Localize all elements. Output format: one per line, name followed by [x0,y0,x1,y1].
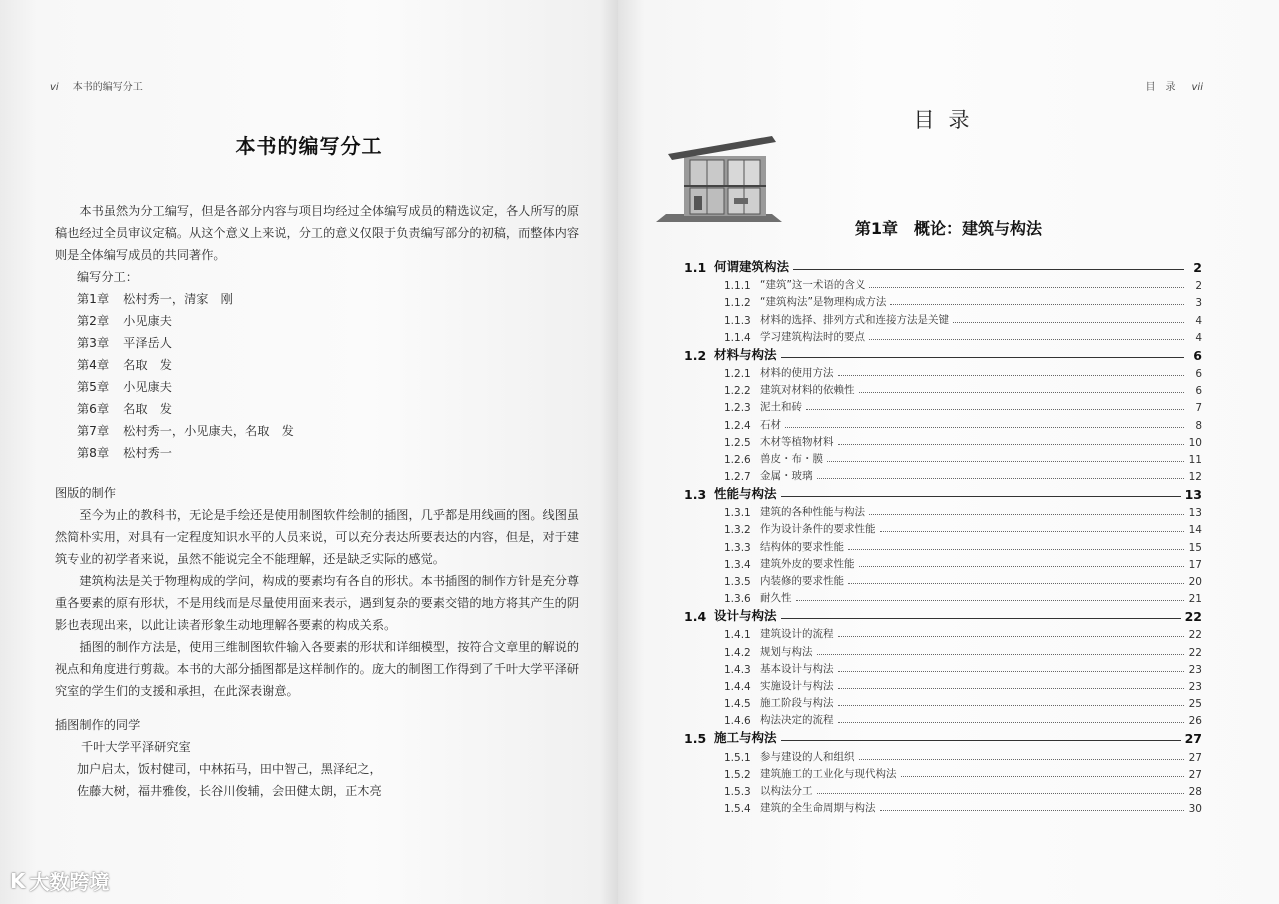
toc-page-number: 23 [1188,663,1202,676]
toc-subsection-title: 施工阶段与构法 [760,697,834,710]
toc-subsection-number: 1.4.3 [724,663,751,676]
table-of-contents [684,256,1202,815]
toc-page-number: 7 [1195,402,1202,415]
toc-subsection-number: 1.4.5 [724,698,751,711]
toc-subsection-number: 1.5.2 [724,768,751,781]
toc-subsection-number: 1.3.1 [724,507,751,520]
toc-subsection-row [684,466,1202,483]
credits-names-line: 加户启太，饭村健司，中林拓马，田中智己，黑泽纪之， [77,762,382,776]
division-item [55,310,580,332]
toc-leader [869,514,1184,515]
toc-subsection-row [684,781,1202,798]
toc-leader [890,304,1184,305]
watermark-logo-icon: K [10,868,26,893]
division-chapter: 第4章 [77,358,110,372]
toc-subsection-row [684,676,1202,693]
toc-leader [785,427,1184,428]
division-chapter: 第8章 [77,446,110,460]
toc-leader [869,287,1184,288]
division-chapter: 第2章 [77,314,110,328]
toc-subsection-row [684,519,1202,536]
toc-leader [838,636,1185,637]
left-page-number: vi [50,82,59,93]
toc-page-number: 20 [1188,576,1202,588]
toc-leader [859,566,1185,567]
toc-leader [781,357,1184,358]
toc-leader [817,478,1185,479]
toc-subsection-number: 1.1.4 [724,331,751,344]
toc-page-number: 8 [1195,419,1202,432]
toc-leader [859,392,1185,393]
division-chapter: 第3章 [77,336,110,350]
toc-subsection-title: 结构体的要求性能 [760,540,844,553]
credits-heading: 插图制作的同学 [55,718,141,732]
toc-subsection-title: 基本设计与构法 [760,662,834,675]
toc-section-title: 材料与构法 [714,346,777,362]
toc-page-number: 3 [1195,297,1202,310]
division-item [55,442,580,464]
toc-subsection-number: 1.2.1 [724,367,751,380]
toc-subsection-title: 泥土和砖 [760,401,802,414]
toc-leader [859,759,1185,760]
toc-subsection-number: 1.2.3 [724,402,751,415]
toc-page-number: 27 [1184,731,1202,747]
toc-subsection-title: 参与建设的人和组织 [760,750,855,763]
toc-subsection-number: 1.4.2 [724,646,751,659]
toc-subsection-number: 1.4.4 [724,680,751,693]
toc-subsection-number: 1.3.2 [724,524,751,537]
toc-subsection-row [684,363,1202,380]
credits-section [55,714,580,802]
toc-page-number: 2 [1195,280,1202,293]
toc-subsection-row [684,327,1202,344]
toc-subsection-row [684,659,1202,676]
division-chapter: 第7章 [77,424,110,438]
toc-leader [848,583,1184,584]
toc-section-row [684,256,1202,275]
toc-section-row [684,344,1202,363]
division-authors: 松村秀一，清家 刚 [123,292,233,306]
toc-page-number: 17 [1188,558,1202,571]
division-item [55,288,580,310]
division-item [55,332,580,354]
toc-subsection-row [684,641,1202,658]
division-authors: 名取 发 [123,358,172,372]
toc-leader [880,810,1185,811]
toc-subsection-number: 1.2.4 [724,419,751,432]
chapter-title: 第1章 概论：建筑与构法 [854,219,1043,238]
toc-page-number: 26 [1188,715,1202,728]
toc-leader [838,444,1185,445]
division-authors: 松村秀一 [123,446,172,460]
credits-lab: 千叶大学平泽研究室 [81,740,191,754]
toc-leader [838,688,1185,689]
toc-subsection-title: 作为设计条件的要求性能 [760,523,876,536]
toc-page-number: 22 [1188,646,1202,659]
toc-subsection-number: 1.2.2 [724,385,751,398]
toc-subsection-number: 1.4.1 [724,629,751,642]
toc-page-number: 22 [1188,629,1202,642]
toc-subsection-number: 1.1.1 [724,280,751,293]
right-running-head-text: 目 录 [1145,82,1176,93]
toc-leader [838,375,1185,376]
toc-page-number: 4 [1195,314,1202,327]
toc-page-number: 27 [1188,751,1202,764]
toc-section-title: 施工与构法 [714,730,777,746]
toc-subsection-row [684,380,1202,397]
toc-subsection-number: 1.3.6 [724,593,751,606]
toc-title: 目录 [913,108,984,132]
toc-subsection-title: 建筑对材料的依赖性 [760,384,855,397]
toc-subsection-row [684,275,1202,292]
toc-subsection-number: 1.1.3 [724,314,751,327]
toc-leader [817,793,1185,794]
toc-leader [827,461,1184,462]
toc-leader [880,531,1185,532]
toc-subsection-title: 石材 [760,418,781,431]
division-authors: 松村秀一，小见康夫，名取 发 [123,424,294,438]
toc-subsection-row [684,571,1202,588]
toc-subsection-row [684,432,1202,449]
toc-subsection-row [684,764,1202,781]
toc-section-number: 1.3 [684,487,707,503]
toc-page-number: 4 [1195,331,1202,344]
toc-leader [901,776,1185,777]
division-authors: 名取 发 [123,402,172,416]
toc-leader [781,496,1181,497]
toc-subsection-title: 金属・玻璃 [760,470,813,483]
toc-subsection-number: 1.2.6 [724,453,751,466]
division-item [55,354,580,376]
figures-paragraph: 插图的制作方法是，使用三维制图软件输入各要素的形状和详细模型，按符合文章里的解说的视点和角度进行剪裁。本书的大部分插图都是这样制作的。庞大的制图工作得到了千叶大学平泽研究室的学生们的支援和承担，在此深表谢意。 [55,640,580,698]
right-page-number: vii [1191,82,1203,93]
toc-subsection-title: 建筑的各种性能与构法 [760,506,865,519]
toc-subsection-row [684,624,1202,641]
toc-subsection-title: 建筑施工的工业化与现代构法 [760,767,897,780]
toc-leader [869,339,1184,340]
toc-subsection-row [684,693,1202,710]
toc-page-number: 21 [1188,593,1202,606]
toc-page-number: 23 [1188,680,1202,693]
toc-subsection-title: 兽皮・布・膜 [760,452,823,465]
toc-subsection-title: 构法决定的流程 [760,714,834,727]
toc-page-number: 28 [1188,785,1202,798]
toc-subsection-title: 建筑的全生命周期与构法 [760,802,876,815]
toc-subsection-row [684,536,1202,553]
toc-page-number: 14 [1188,524,1202,537]
toc-page-number: 12 [1188,471,1202,484]
division-item [55,420,580,442]
division-authors: 小见康夫 [123,380,172,394]
toc-page-number: 11 [1188,453,1202,466]
toc-subsection-number: 1.1.2 [724,297,751,310]
toc-leader [848,549,1184,550]
toc-leader [817,654,1185,655]
division-list [55,288,580,464]
toc-subsection-row [684,798,1202,815]
page-title: 本书的编写分工 [235,134,383,158]
toc-subsection-title: 学习建筑构法时的要点 [760,330,865,343]
toc-section-title: 何谓建筑构法 [714,259,790,274]
toc-subsection-row [684,710,1202,727]
watermark-text: 大数跨境 [29,870,110,894]
toc-subsection-number: 1.5.1 [724,751,751,764]
toc-subsection-title: 实施设计与构法 [760,679,834,692]
intro-section [55,200,580,464]
toc-subsection-number: 1.2.5 [724,436,751,449]
toc-subsection-title: 规划与构法 [760,645,813,658]
left-running-head [50,78,143,93]
toc-subsection-row [684,449,1202,466]
toc-section-number: 1.4 [684,609,707,625]
toc-leader [781,740,1181,741]
toc-leader [838,722,1185,723]
toc-subsection-row [684,588,1202,605]
toc-subsection-row [684,397,1202,414]
toc-subsection-title: 建筑外皮的要求性能 [760,557,855,570]
toc-page-number: 6 [1193,347,1202,363]
toc-page-number: 22 [1184,609,1202,625]
toc-leader [781,618,1181,619]
watermark [10,866,110,895]
toc-subsection-row [684,746,1202,763]
toc-subsection-title: 内装修的要求性能 [760,575,844,587]
right-running-head [1146,78,1203,93]
toc-subsection-title: 以构法分工 [760,784,813,797]
division-item [55,376,580,398]
division-authors: 小见康夫 [123,314,172,328]
figures-section [55,482,580,702]
toc-subsection-number: 1.3.5 [724,576,751,588]
toc-subsection-number: 1.5.4 [724,803,751,816]
left-running-head-text: 本书的编写分工 [72,82,143,93]
toc-subsection-title: 材料的选择、排列方式和连接方法是关键 [760,313,949,326]
toc-subsection-row [684,554,1202,571]
toc-section-number: 1.2 [684,347,707,363]
toc-page-number: 15 [1188,541,1202,554]
toc-section-row [684,483,1202,502]
toc-section-row [684,727,1202,746]
toc-page-number: 27 [1188,768,1202,781]
toc-page-number: 6 [1195,385,1202,398]
toc-leader [796,600,1185,601]
division-item [55,398,580,420]
toc-page-number: 10 [1188,436,1202,449]
figures-paragraph: 建筑构法是关于物理构成的学问，构成的要素均有各自的形状。本书插图的制作方针是充分尊重各要素的原有形状，不是用线而是尽量使用面来表示，遇到复杂的要素交错的地方将其产生的阴影也表现出来，以此让读者形象生动地理解各要素的构成关系。 [55,574,580,632]
toc-section-number: 1.5 [684,731,707,747]
toc-page-number: 30 [1188,803,1202,816]
toc-subsection-number: 1.3.3 [724,541,751,554]
toc-subsection-row [684,309,1202,326]
toc-subsection-number: 1.3.4 [724,558,751,571]
division-chapter: 第6章 [77,402,110,416]
toc-subsection-number: 1.4.6 [724,715,751,728]
toc-section-number: 1.1 [684,260,707,275]
toc-section-title: 性能与构法 [714,486,777,502]
toc-subsection-number: 1.5.3 [724,785,751,798]
credits-names-line: 佐藤大树，福井雅俊，长谷川俊辅，会田健太朗，正木亮 [77,784,382,798]
division-authors: 平泽岳人 [123,336,172,350]
toc-subsection-number: 1.2.7 [724,471,751,484]
toc-subsection-title: “建筑”这一术语的含义 [760,279,866,292]
toc-leader [953,322,1184,323]
toc-section-title: 设计与构法 [714,608,777,624]
house-illustration [654,134,784,226]
toc-subsection-title: “建筑构法”是物理构成方法 [760,296,887,309]
toc-page-number: 25 [1188,698,1202,711]
figures-heading: 图版的制作 [55,486,116,500]
division-label: 编写分工： [77,270,138,284]
toc-section-row [684,605,1202,624]
division-chapter: 第1章 [77,292,110,306]
toc-subsection-title: 木材等植物材料 [760,435,834,448]
toc-subsection-title: 建筑设计的流程 [760,628,834,641]
toc-leader [838,671,1185,672]
toc-page-number: 13 [1188,507,1202,520]
toc-page-number: 2 [1193,260,1202,275]
toc-subsection-row [684,414,1202,431]
toc-leader [806,409,1184,410]
toc-page-number: 6 [1195,367,1202,380]
intro-paragraph: 本书虽然为分工编写，但是各部分内容与项目均经过全体编写成员的精选议定，各人所写的原稿也经过全员审议定稿。从这个意义上来说，分工的意义仅限于负责编写部分的初稿，而整体内容则是全体编写成员的共同著作。 [55,204,580,262]
toc-leader [793,269,1184,270]
toc-subsection-row [684,502,1202,519]
toc-leader [838,705,1185,706]
division-chapter: 第5章 [77,380,110,394]
toc-subsection-title: 材料的使用方法 [760,366,834,379]
toc-subsection-row [684,292,1202,309]
toc-subsection-title: 耐久性 [760,592,792,605]
figures-paragraph: 至今为止的教科书，无论是手绘还是使用制图软件绘制的插图，几乎都是用线画的图。线图虽然简朴实用，对具有一定程度知识水平的人员来说，可以充分表达所要表达的内容，但是，对于建筑专业的初学者来说，虽然不能说完全不能理解，还是缺乏实际的感觉。 [55,508,580,566]
toc-page-number: 13 [1184,487,1202,503]
